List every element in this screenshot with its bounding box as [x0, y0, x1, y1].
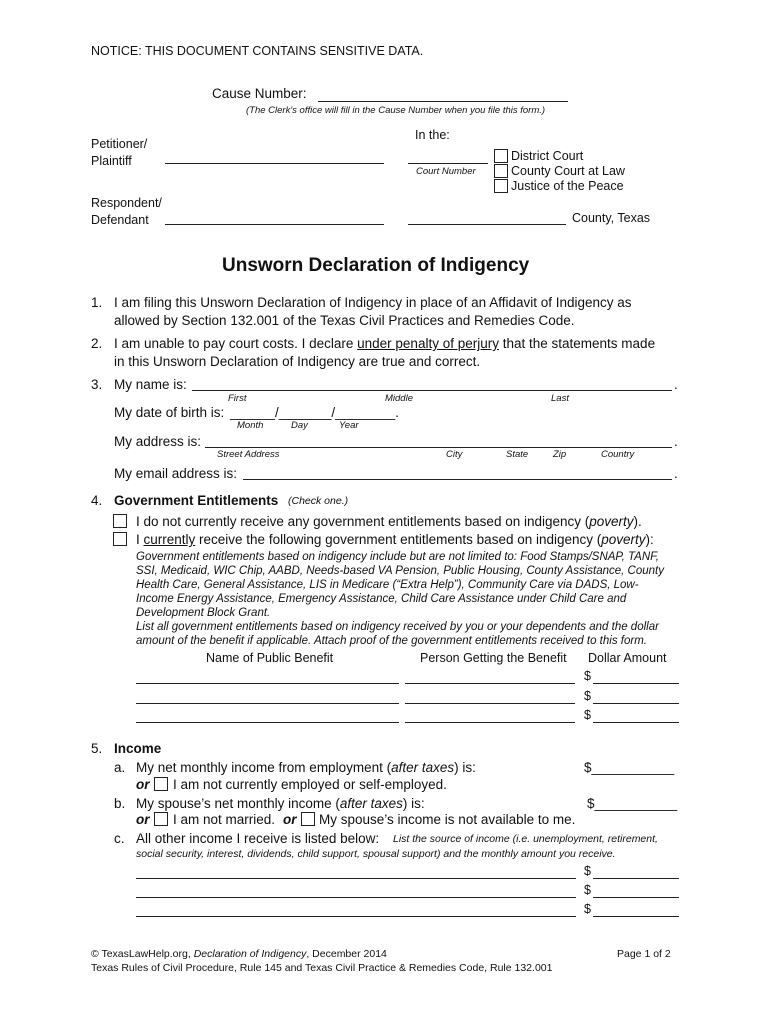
county-court-at-law-label: County Court at Law — [511, 164, 625, 178]
other-income-source-field[interactable] — [136, 916, 576, 917]
petitioner-label: Petitioner/ Plaintiff — [91, 137, 148, 168]
justice-of-peace-label: Justice of the Peace — [511, 179, 624, 193]
income-heading: Income — [114, 741, 162, 756]
spouse-income-field[interactable]: $___________ — [587, 796, 678, 811]
benefit-dollar-sign: $ — [584, 669, 591, 683]
district-court-checkbox[interactable] — [494, 149, 508, 163]
check-one-note: (Check one.) — [288, 495, 349, 507]
entitlements-examples-note: Government entitlements based on indigency include but are not limited to: Food Stamps/SNAP, TANF, SSI, Medicaid, WIC Chip, AABD, Needs-based VA Pension, Public Housing, County Assistance, County Health Care, General Assistance, LIS in Medicare (“Extra Help”), Community Care via DADS, Low-Income Energy Assistance, Emergency Assistance, Child Care Assistance under Child Care and Development Block Grant. — [136, 551, 664, 619]
benefit-dollar-sign: $ — [584, 689, 591, 703]
name-first-sub: First — [228, 393, 247, 404]
address-label: My address is: — [114, 434, 202, 449]
court-number-field[interactable] — [408, 163, 488, 164]
other-income-amount-field[interactable] — [593, 916, 679, 917]
income-a-label: a. — [114, 760, 126, 775]
cause-number-label: Cause Number: — [212, 86, 307, 101]
in-the-label: In the: — [415, 128, 450, 142]
benefit-amount-field[interactable] — [593, 722, 679, 723]
other-income-amount-field[interactable] — [593, 878, 679, 879]
other-income-note-2: social security, interest, dividends, child support, spousal support) and the monthly amount you receive. — [136, 848, 616, 860]
col-person: Person Getting the Benefit — [420, 651, 567, 665]
spouse-income-unavailable-checkbox[interactable] — [301, 812, 315, 826]
address-field[interactable] — [205, 447, 672, 448]
sensitive-notice: NOTICE: THIS DOCUMENT CONTAINS SENSITIVE DATA. — [91, 44, 424, 58]
item1-number: 1. — [91, 295, 103, 310]
page-number: Page 1 of 2 — [617, 948, 671, 960]
dob-month-sub: Month — [237, 420, 264, 431]
address-city-sub: City — [446, 449, 463, 460]
receive-entitlements-checkbox[interactable] — [113, 532, 127, 546]
income-c-label: c. — [114, 831, 125, 846]
other-income-source-field[interactable] — [136, 897, 576, 898]
other-income-dollar-sign: $ — [584, 883, 591, 897]
benefit-dollar-sign: $ — [584, 708, 591, 722]
spouse-income-label: My spouse’s net monthly income (after taxes) is: — [136, 796, 425, 811]
item1-line1: I am filing this Unsworn Declaration of Indigency in place of an Affidavit of Indigency as — [114, 295, 632, 310]
item4-number: 4. — [91, 493, 103, 508]
benefit-name-field[interactable] — [136, 703, 399, 704]
col-benefit-name: Name of Public Benefit — [206, 651, 334, 665]
county-texas-label: County, Texas — [572, 211, 651, 225]
page-title: Unsworn Declaration of Indigency — [222, 255, 530, 276]
address-period: . — [674, 434, 678, 449]
name-label: My name is: — [114, 377, 187, 392]
item2-line2: in this Unsworn Declaration of Indigency are true and correct. — [114, 354, 481, 369]
name-middle-sub: Middle — [385, 393, 413, 404]
income-b-label: b. — [114, 796, 126, 811]
item2-line1: I am unable to pay court costs. I declare under penalty of perjury that the statements made — [114, 336, 656, 351]
justice-of-peace-checkbox[interactable] — [494, 179, 508, 193]
name-last-sub: Last — [551, 393, 569, 404]
other-income-label: All other income I receive is listed below: — [136, 831, 380, 846]
benefit-name-field[interactable] — [136, 722, 399, 723]
benefit-name-field[interactable] — [136, 683, 399, 684]
footer-copyright: © TexasLawHelp.org, Declaration of Indigency, December 2014 — [91, 948, 387, 960]
item3-number: 3. — [91, 377, 103, 392]
not-employed-checkbox[interactable] — [154, 777, 168, 791]
receive-entitlements-label: I currently receive the following government entitlements based on indigency (poverty): — [136, 532, 654, 547]
employment-income-label: My net monthly income from employment (after taxes) is: — [136, 760, 476, 775]
not-married-checkbox[interactable] — [154, 812, 168, 826]
other-income-dollar-sign: $ — [584, 864, 591, 878]
item5-number: 5. — [91, 741, 103, 756]
benefit-person-field[interactable] — [405, 683, 575, 684]
or-label: or — [283, 812, 297, 827]
email-period: . — [674, 466, 678, 481]
name-field[interactable] — [192, 390, 672, 391]
address-country-sub: Country — [601, 449, 635, 460]
dob-day-sub: Day — [291, 420, 308, 431]
not-employed-label: I am not currently employed or self-employed. — [173, 777, 447, 792]
email-label: My email address is: — [114, 466, 238, 481]
no-entitlements-label: I do not currently receive any government entitlements based on indigency (poverty). — [136, 514, 642, 529]
no-entitlements-checkbox[interactable] — [113, 514, 127, 528]
footer-rules: Texas Rules of Civil Procedure, Rule 145 and Texas Civil Practice & Remedies Code, Rule 132.001 — [91, 962, 553, 974]
county-court-at-law-checkbox[interactable] — [494, 164, 508, 178]
name-period: . — [674, 377, 678, 392]
benefit-amount-field[interactable] — [593, 703, 679, 704]
item1-line2: allowed by Section 132.001 of the Texas Civil Practices and Remedies Code. — [114, 313, 575, 328]
other-income-note-1: List the source of income (i.e. unemployment, retirement, — [393, 833, 658, 845]
address-street-sub: Street Address — [217, 449, 280, 460]
item2-number: 2. — [91, 336, 103, 351]
benefit-amount-field[interactable] — [593, 683, 679, 684]
other-income-source-field[interactable] — [136, 878, 576, 879]
dob-label: My date of birth is: — [114, 405, 225, 420]
not-married-label: I am not married. — [173, 812, 276, 827]
spouse-income-unavailable-label: My spouse’s income is not available to me. — [319, 812, 576, 827]
or-label: or — [136, 777, 150, 792]
county-field[interactable] — [408, 224, 566, 225]
col-amount: Dollar Amount — [588, 651, 667, 665]
court-number-label: Court Number — [416, 166, 476, 177]
dob-year-sub: Year — [339, 420, 359, 431]
address-zip-sub: Zip — [553, 449, 567, 460]
respondent-label: Respondent/ Defendant — [91, 196, 162, 227]
cause-number-field[interactable] — [318, 101, 568, 102]
entitlements-heading: Government Entitlements — [114, 493, 279, 508]
entitlements-list-note: List all government entitlements based on indigency received by you or your dependents and the dollar amount of the benefit if applicable. Attach proof of the government entitlements received to this form. — [136, 621, 659, 647]
benefit-person-field[interactable] — [405, 722, 575, 723]
dob-field[interactable]: ______/_______/________. — [230, 405, 399, 420]
address-state-sub: State — [506, 449, 529, 460]
other-income-amount-field[interactable] — [593, 897, 679, 898]
respondent-name-field[interactable] — [165, 224, 384, 225]
benefit-person-field[interactable] — [405, 703, 575, 704]
cause-number-note: (The Clerk's office will fill in the Cause Number when you file this form.) — [246, 105, 546, 116]
or-label: or — [136, 812, 150, 827]
email-field[interactable] — [243, 479, 672, 480]
other-income-dollar-sign: $ — [584, 902, 591, 916]
petitioner-name-field[interactable] — [165, 163, 384, 164]
district-court-label: District Court — [511, 149, 584, 163]
employment-income-field[interactable]: $___________ — [584, 760, 675, 775]
